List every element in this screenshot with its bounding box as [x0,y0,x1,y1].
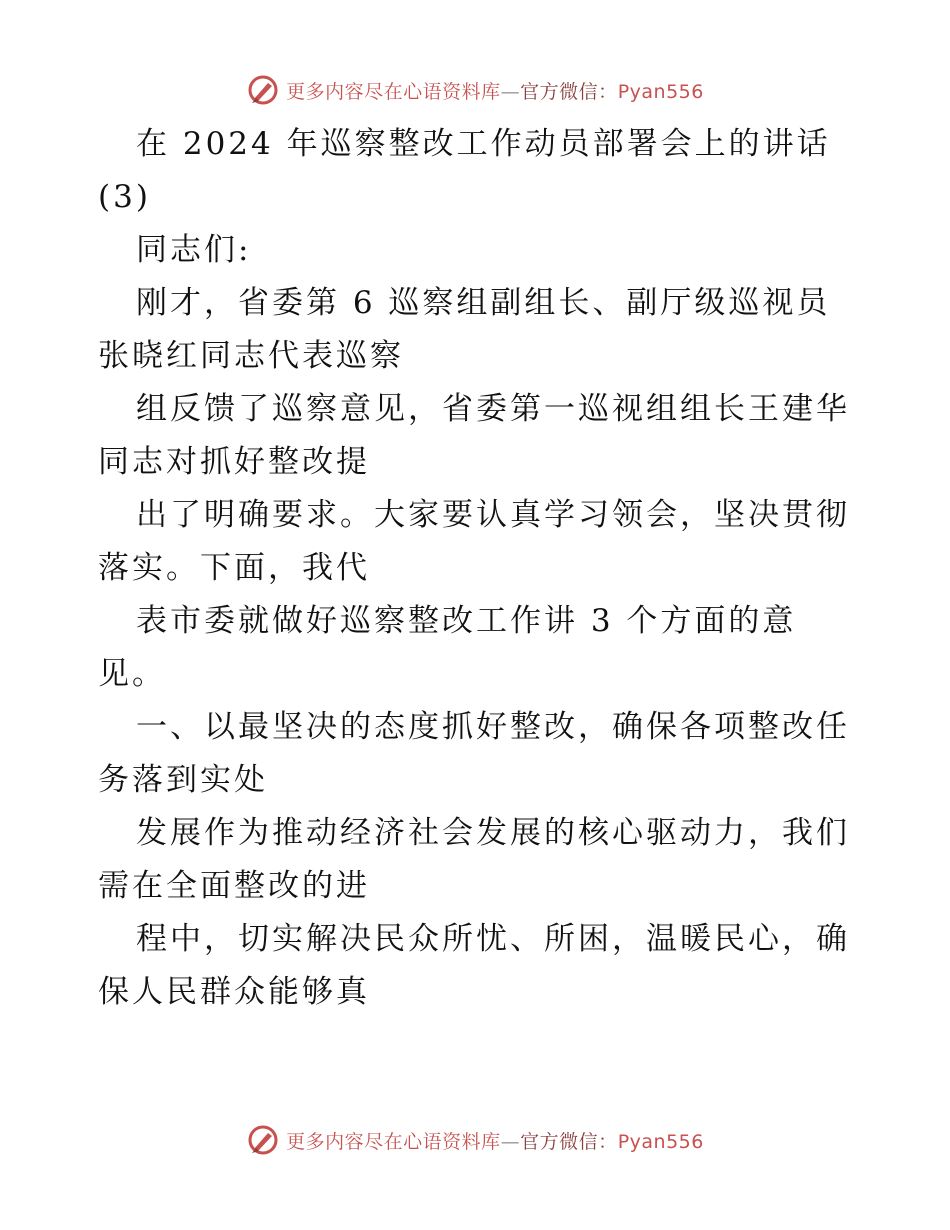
text-line: 张晓红同志代表巡察 [98,338,404,374]
text-line: 组反馈了巡察意见，省委第一巡视组组长王建华 [136,391,850,427]
text-line: 同志们: [136,232,252,268]
text-line: 表市委就做好巡察整改工作讲 3 个方面的意 [136,603,797,639]
text-line: 见。 [98,656,166,692]
footer-watermark [0,1120,950,1160]
text-line: 出了明确要求。大家要认真学习领会，坚决贯彻 [136,497,850,533]
text-line: 程中，切实解决民众所忧、所困，温暖民心，确 [136,921,850,957]
text-line: (3) [98,179,151,215]
text-line: 发展作为推动经济社会发展的核心驱动力，我们 [136,815,850,851]
text-line: 务落到实处 [98,762,268,798]
watermark-text: 更多内容尽在心语资料库—官方微信：Pyan556 [286,80,704,103]
pen-logo-icon [246,73,280,107]
text-line: 在 2024 年巡察整改工作动员部署会上的讲话 [136,126,831,162]
text-line: 一、以最坚决的态度抓好整改，确保各项整改任 [136,709,850,745]
text-line: 落实。下面，我代 [98,550,370,586]
text-line: 保人民群众能够真 [98,974,370,1010]
document-body [98,118,858,1019]
watermark-text: 更多内容尽在心语资料库—官方微信：Pyan556 [286,1130,704,1153]
text-line: 同志对抓好整改提 [98,444,370,480]
text-line: 需在全面整改的进 [98,868,370,904]
pen-logo-icon [246,1123,280,1157]
header-watermark [0,70,950,110]
text-line: 刚才，省委第 6 巡察组副组长、副厅级巡视员 [136,285,831,321]
